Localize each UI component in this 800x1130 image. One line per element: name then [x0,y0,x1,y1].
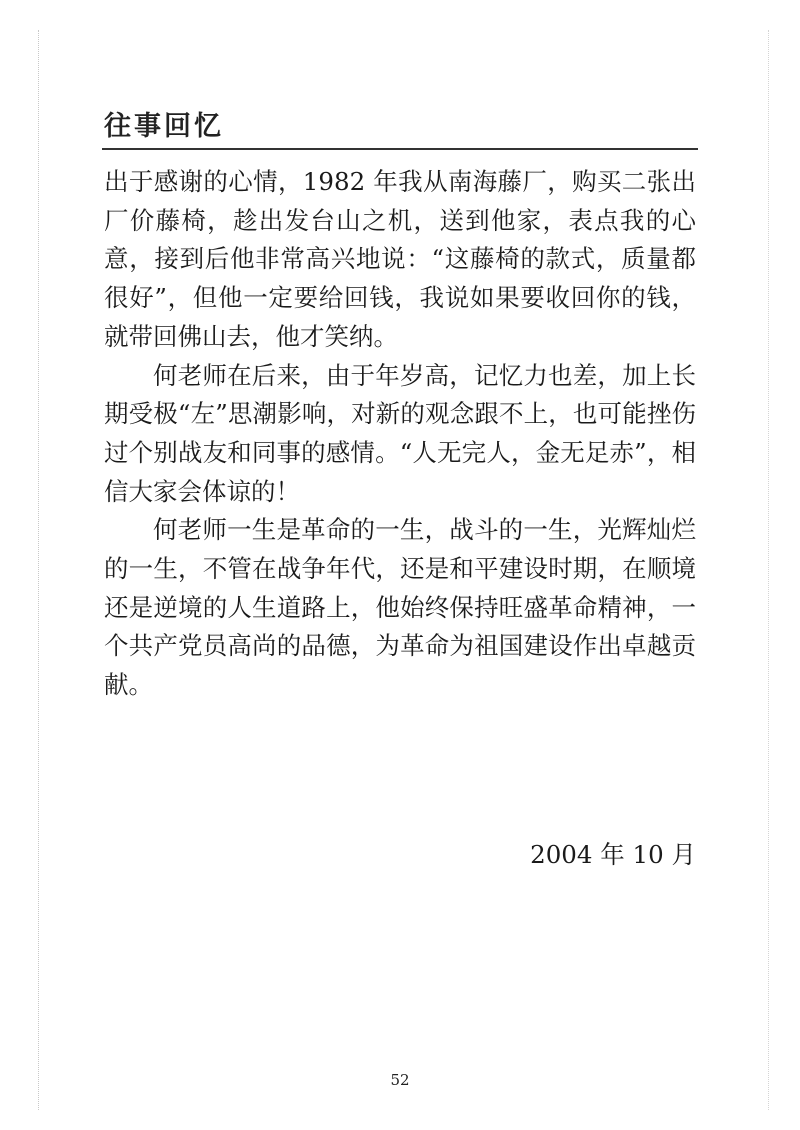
body-text [104,163,696,705]
running-header-title: 往事回忆 [104,111,224,142]
paragraph-3: 何老师一生是革命的一生，战斗的一生，光辉灿烂的一生，不管在战争年代，还是和平建设时期，在顺境还是逆境的人生道路上，他始终保持旺盛革命精神，一个共产党员高尚的品德，为革命为祖国建设作出卓越贡献。 [104,515,696,700]
scan-edge-left [38,30,39,1110]
paragraph-2: 何老师在后来，由于年岁高，记忆力也差，加上长期受极“左”思潮影响，对新的观念跟不上，也可能挫伤过个别战友和同事的感情。“人无完人，金无足赤”，相信大家会体谅的！ [104,360,696,506]
header-rule [102,148,698,150]
page-number: 52 [390,1071,410,1089]
scan-edge-right [768,30,769,1110]
paragraph-1: 出于感谢的心情，1982 年我从南海藤厂，购买二张出厂价藤椅，趁出发台山之机，送到他家，表点我的心意，接到后他非常高兴地说：“这藤椅的款式，质量都很好”，但他一定要给回钱，我说如果要收回你的钱，就带回佛山去，他才笑纳。 [104,167,696,351]
date-signature: 2004 年 10 月 [530,840,696,869]
